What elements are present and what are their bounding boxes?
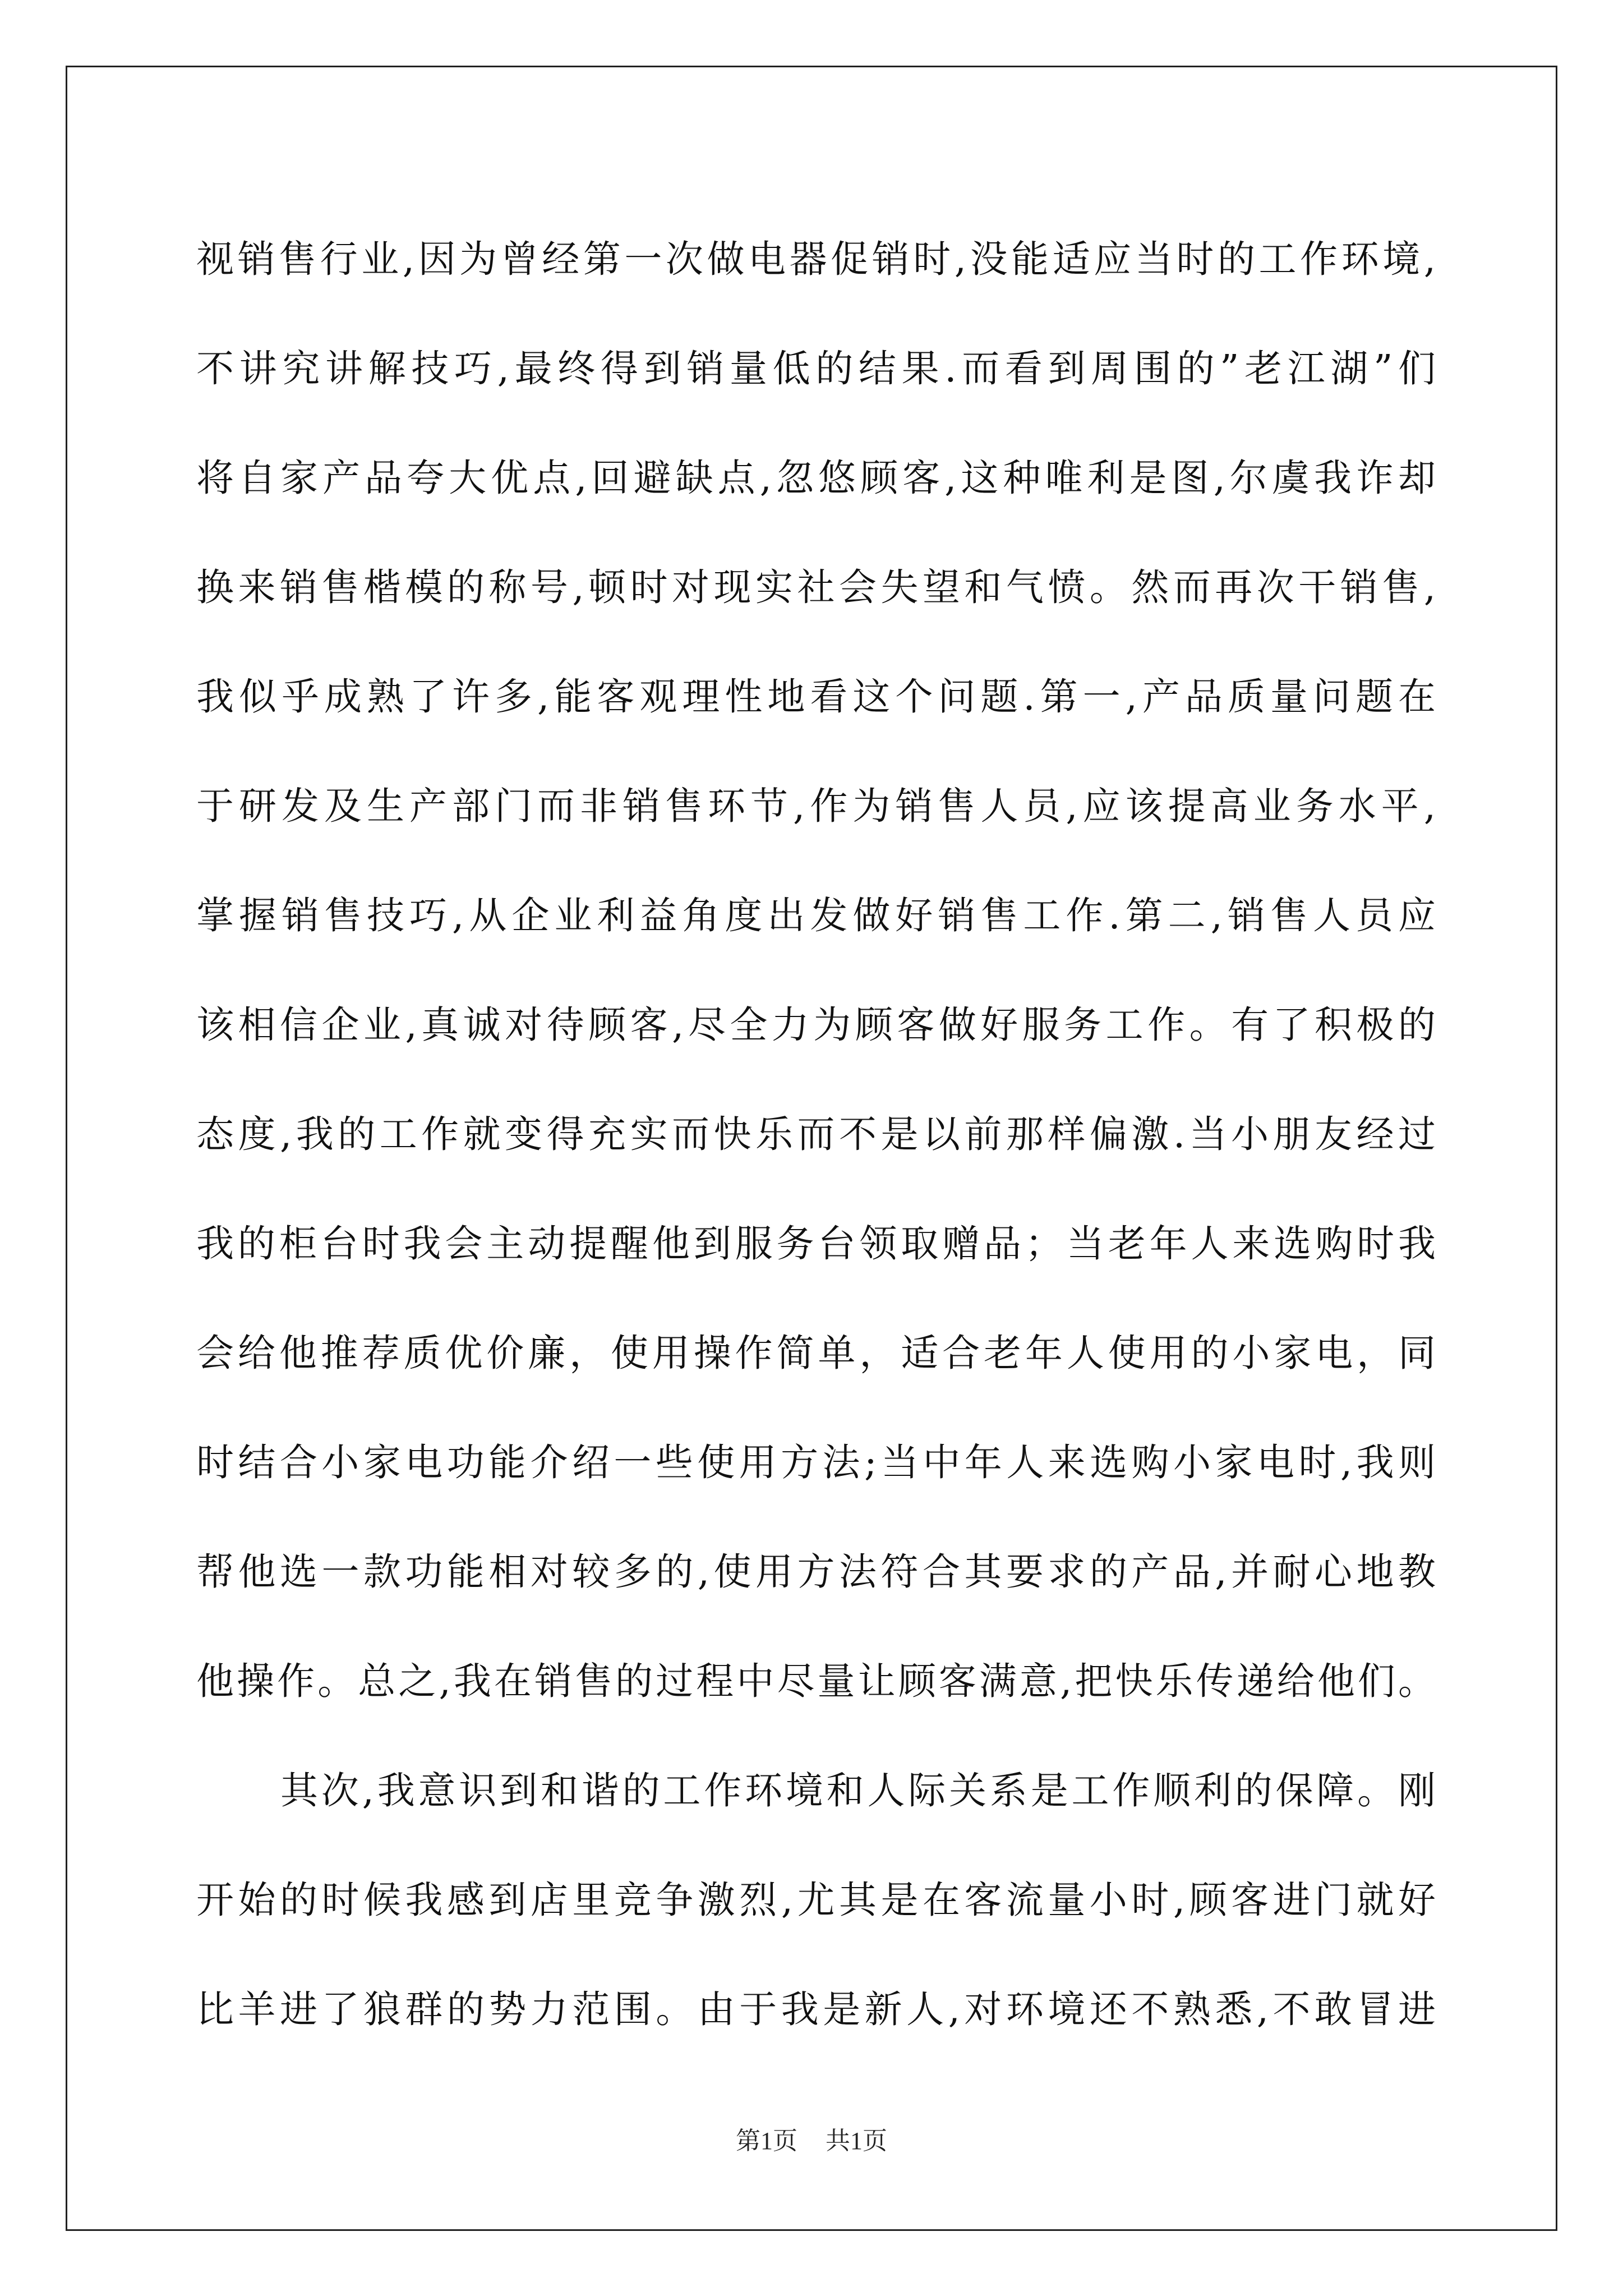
- page-number-total: 共1页: [826, 2127, 887, 2155]
- text-line: 换来销售楷模的称号,顿时对现实社会失望和气愤。然而再次干销售,: [196, 565, 1436, 609]
- text-line: 掌握销售技巧,从企业利益角度出发做好销售工作.第二,销售人员应: [196, 894, 1436, 937]
- text-line: 开始的时候我感到店里竞争激烈,尤其是在客流量小时,顾客进门就好: [196, 1878, 1436, 1922]
- text-line: 于研发及生产部门而非销售环节,作为销售人员,应该提高业务水平,: [196, 784, 1436, 828]
- text-line: 将自家产品夸大优点,回避缺点,忽悠顾客,这种唯利是图,尔虞我诈却: [196, 456, 1436, 500]
- document-body: [196, 205, 1436, 2064]
- text-line: 时结合小家电功能介绍一些使用方法;当中年人来选购小家电时,我则: [196, 1441, 1436, 1484]
- text-line: 不讲究讲解技巧,最终得到销量低的结果.而看到周围的”老江湖”们: [196, 347, 1436, 390]
- text-line: 态度,我的工作就变得充实而快乐而不是以前那样偏激.当小朋友经过: [196, 1112, 1436, 1156]
- text-line: 他操作。总之,我在销售的过程中尽量让顾客满意,把快乐传递给他们。: [196, 1659, 1436, 1703]
- page-number-current: 第1页: [736, 2127, 797, 2155]
- text-line: 帮他选一款功能相对较多的,使用方法符合其要求的产品,并耐心地教: [196, 1550, 1436, 1594]
- text-line: 比羊进了狼群的势力范围。由于我是新人,对环境还不熟悉,不敢冒进: [196, 1987, 1436, 2031]
- text-line: 该相信企业,真诚对待顾客,尽全力为顾客做好服务工作。有了积极的: [196, 1003, 1436, 1047]
- text-line: 会给他推荐质优价廉，使用操作简单，适合老年人使用的小家电，同: [196, 1331, 1436, 1375]
- text-line: 我的柜台时我会主动提醒他到服务台领取赠品；当老年人来选购时我: [196, 1222, 1436, 1266]
- text-line: 我似乎成熟了许多,能客观理性地看这个问题.第一,产品质量问题在: [196, 675, 1436, 719]
- text-line: 其次,我意识到和谐的工作环境和人际关系是工作顺利的保障。刚: [280, 1769, 1436, 1812]
- page-footer: [0, 2120, 1623, 2156]
- text-line: 视销售行业,因为曾经第一次做电器促销时,没能适应当时的工作环境,: [196, 237, 1436, 281]
